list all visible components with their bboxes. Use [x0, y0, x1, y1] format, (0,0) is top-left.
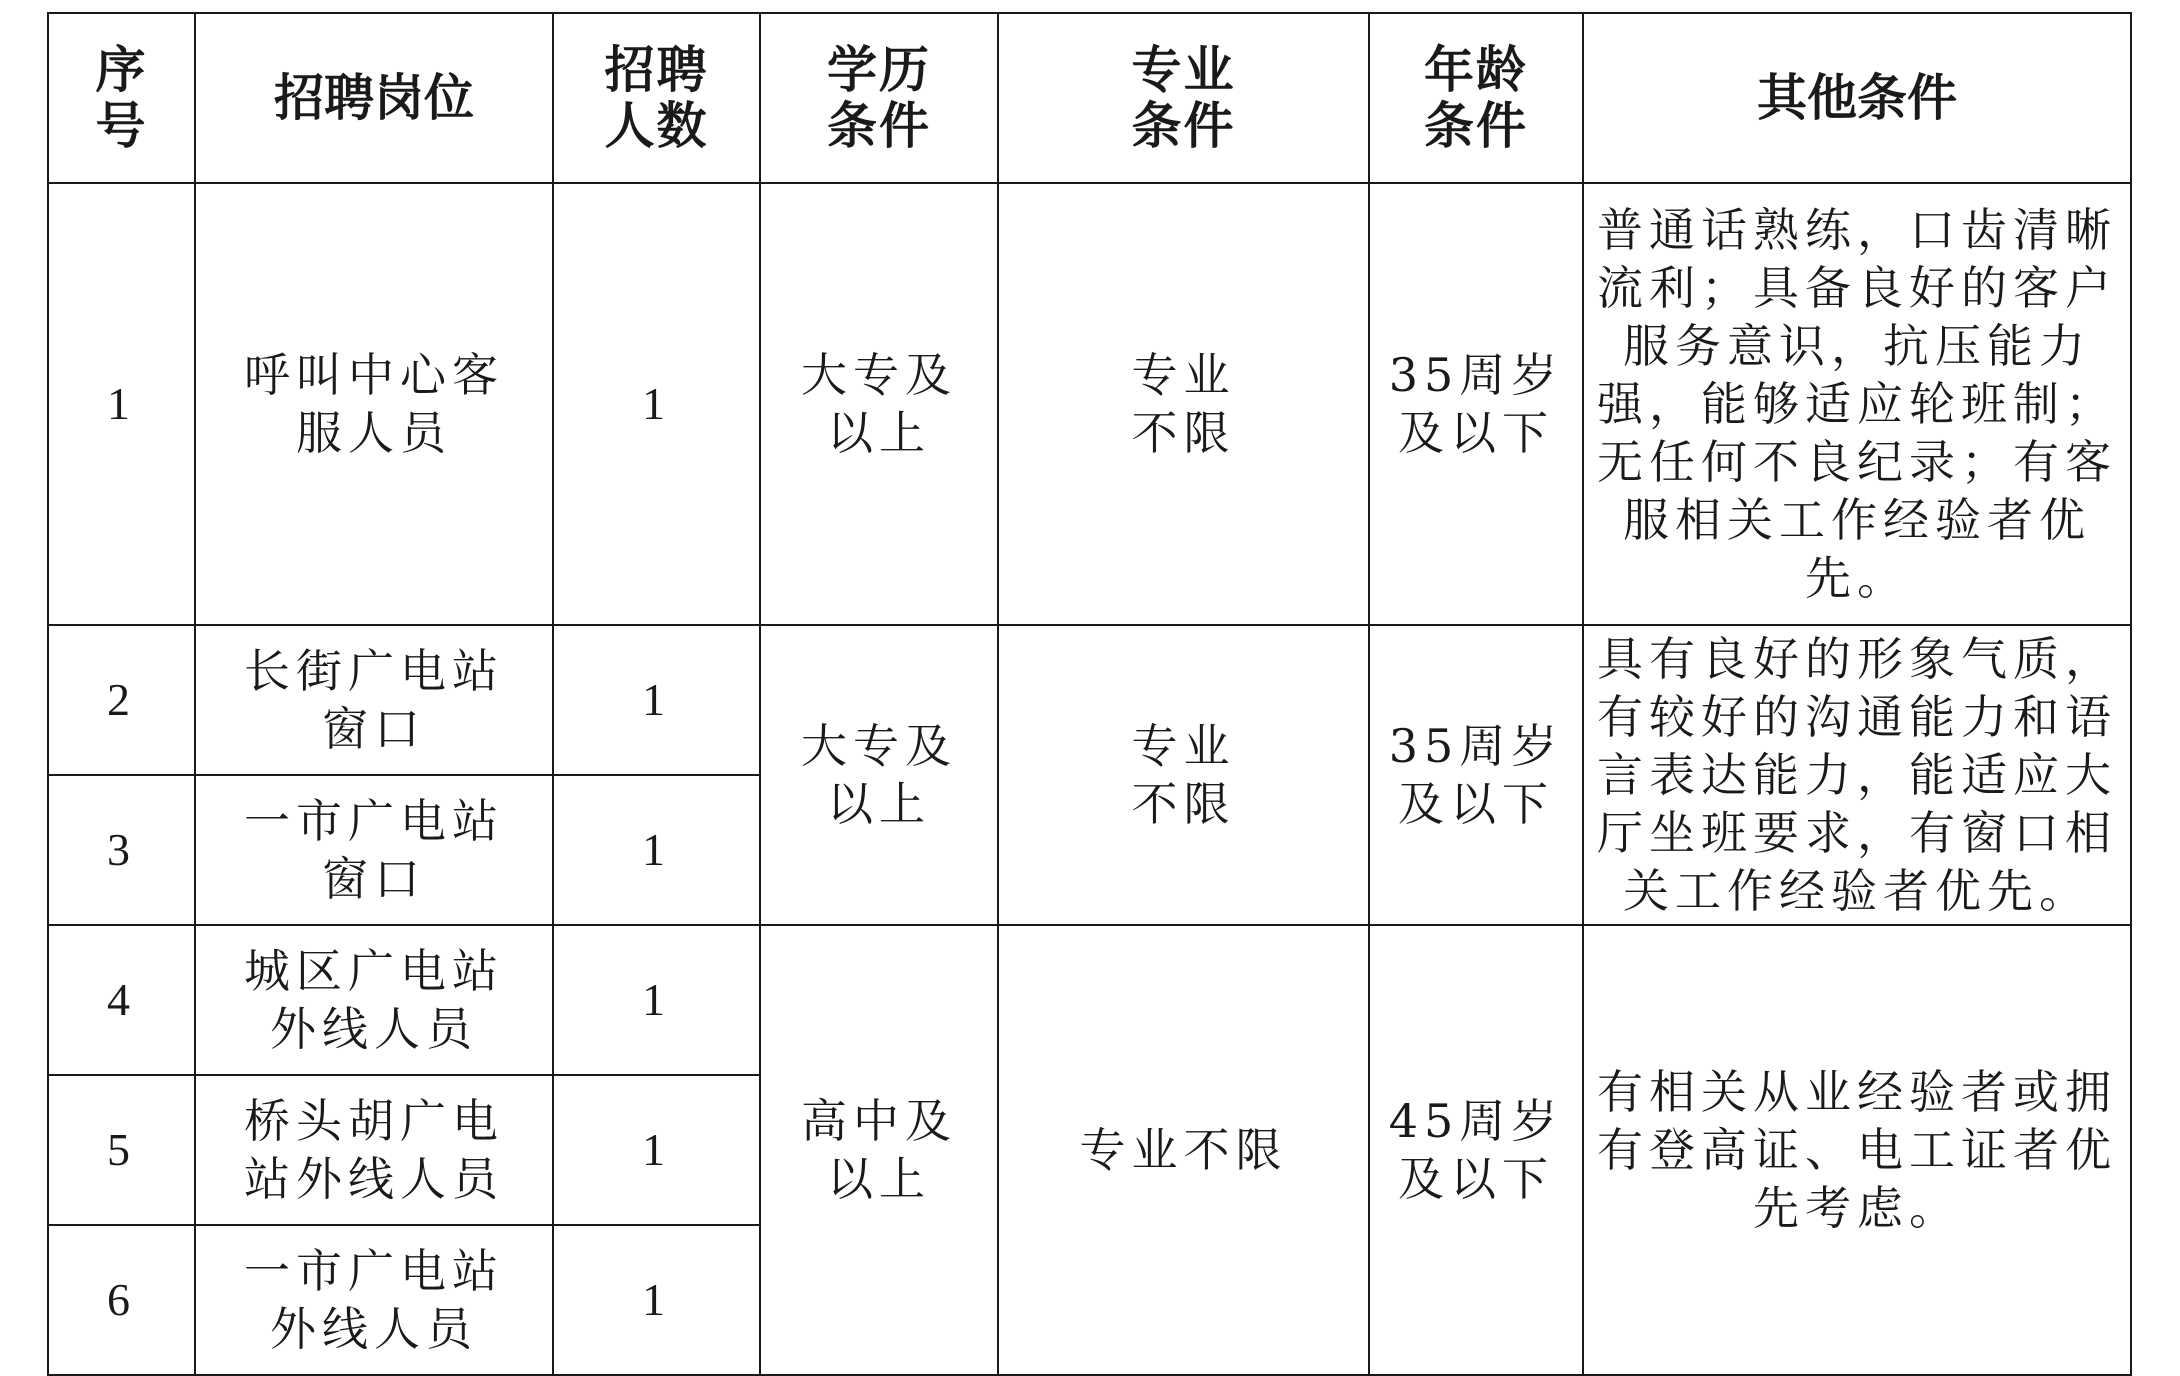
cell-count: 1: [553, 183, 760, 625]
cell-seq: 2: [48, 625, 195, 775]
cell-age: 45周岁及以下: [1369, 925, 1583, 1375]
cell-position: 一市广电站外线人员: [195, 1225, 553, 1375]
cell-position: 城区广电站外线人员: [195, 925, 553, 1075]
cell-education: 高中及以上: [760, 925, 998, 1375]
header-age: 年龄条件: [1369, 13, 1583, 183]
cell-age: 35周岁及以下: [1369, 183, 1583, 625]
cell-count: 1: [553, 1075, 760, 1225]
cell-position: 一市广电站窗口: [195, 775, 553, 925]
cell-count: 1: [553, 775, 760, 925]
cell-position: 呼叫中心客服人员: [195, 183, 553, 625]
table-row: [48, 625, 2131, 775]
cell-education: 大专及以上: [760, 625, 998, 925]
header-major: 专业条件: [998, 13, 1369, 183]
cell-count: 1: [553, 925, 760, 1075]
cell-age: 35周岁及以下: [1369, 625, 1583, 925]
header-education: 学历条件: [760, 13, 998, 183]
cell-major: 专业不限: [998, 925, 1369, 1375]
cell-seq: 5: [48, 1075, 195, 1225]
recruitment-table-container: [47, 12, 2132, 1376]
cell-other: 具有良好的形象气质，有较好的沟通能力和语言表达能力，能适应大厅坐班要求，有窗口相关工作经验者优先。: [1583, 625, 2131, 925]
cell-seq: 4: [48, 925, 195, 1075]
cell-count: 1: [553, 1225, 760, 1375]
header-seq: 序号: [48, 13, 195, 183]
cell-position: 长街广电站窗口: [195, 625, 553, 775]
cell-other: 普通话熟练，口齿清晰流利；具备良好的客户服务意识，抗压能力强，能够适应轮班制；无任何不良纪录；有客服相关工作经验者优先。: [1583, 183, 2131, 625]
cell-other: 有相关从业经验者或拥有登高证、电工证者优先考虑。: [1583, 925, 2131, 1375]
cell-seq: 3: [48, 775, 195, 925]
header-row: [48, 13, 2131, 183]
cell-position: 桥头胡广电站外线人员: [195, 1075, 553, 1225]
table-row: [48, 925, 2131, 1075]
cell-count: 1: [553, 625, 760, 775]
recruitment-table: [47, 12, 2132, 1376]
cell-education: 大专及以上: [760, 183, 998, 625]
header-position: 招聘岗位: [195, 13, 553, 183]
cell-seq: 6: [48, 1225, 195, 1375]
cell-major: 专业不限: [998, 183, 1369, 625]
table-row: [48, 183, 2131, 625]
header-other: 其他条件: [1583, 13, 2131, 183]
cell-seq: 1: [48, 183, 195, 625]
header-count: 招聘人数: [553, 13, 760, 183]
cell-major: 专业不限: [998, 625, 1369, 925]
